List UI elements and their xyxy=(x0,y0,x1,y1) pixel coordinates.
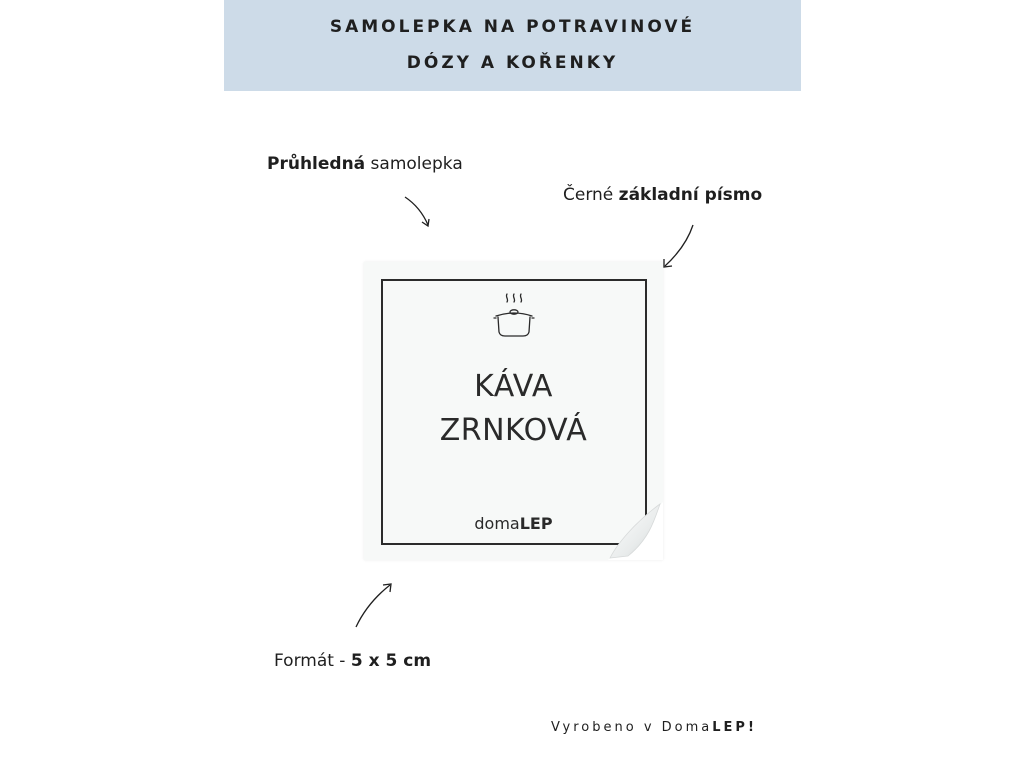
peeling-corner-icon xyxy=(608,502,663,560)
callout-format-bold: 5 x 5 cm xyxy=(350,651,432,671)
callout-black-font xyxy=(563,185,762,205)
callout-transparent-sticker xyxy=(267,154,463,174)
cooking-pot-icon xyxy=(493,292,535,340)
callout-font-plain: Černé xyxy=(563,185,619,205)
brand-bold: LEP xyxy=(519,514,553,533)
callout-format xyxy=(274,651,431,671)
footer-plain: Vyrobeno v Doma xyxy=(551,720,713,735)
callout-transparent-bold: Průhledná xyxy=(267,154,366,174)
footer-bold: LEP! xyxy=(712,720,757,735)
product-name-line-1: KÁVA xyxy=(474,369,553,404)
header-title-line-2: DÓZY A KOŘENKY xyxy=(406,53,619,73)
callout-format-plain: Formát - xyxy=(274,651,351,671)
arrow-to-sticker-bottom-left-icon xyxy=(352,580,397,632)
brand-plain: doma xyxy=(474,514,520,533)
arrow-to-sticker-top-right-icon xyxy=(658,222,698,272)
sticker-preview xyxy=(364,262,663,560)
header-banner xyxy=(224,0,801,91)
callout-font-bold: základní písmo xyxy=(618,185,763,205)
header-title-line-1: SAMOLEPKA NA POTRAVINOVÉ xyxy=(329,17,696,37)
product-name-line-2: ZRNKOVÁ xyxy=(439,413,588,448)
arrow-to-sticker-top-left-icon xyxy=(400,193,440,233)
footer-made-by xyxy=(551,720,757,735)
callout-transparent-rest: samolepka xyxy=(365,154,463,174)
